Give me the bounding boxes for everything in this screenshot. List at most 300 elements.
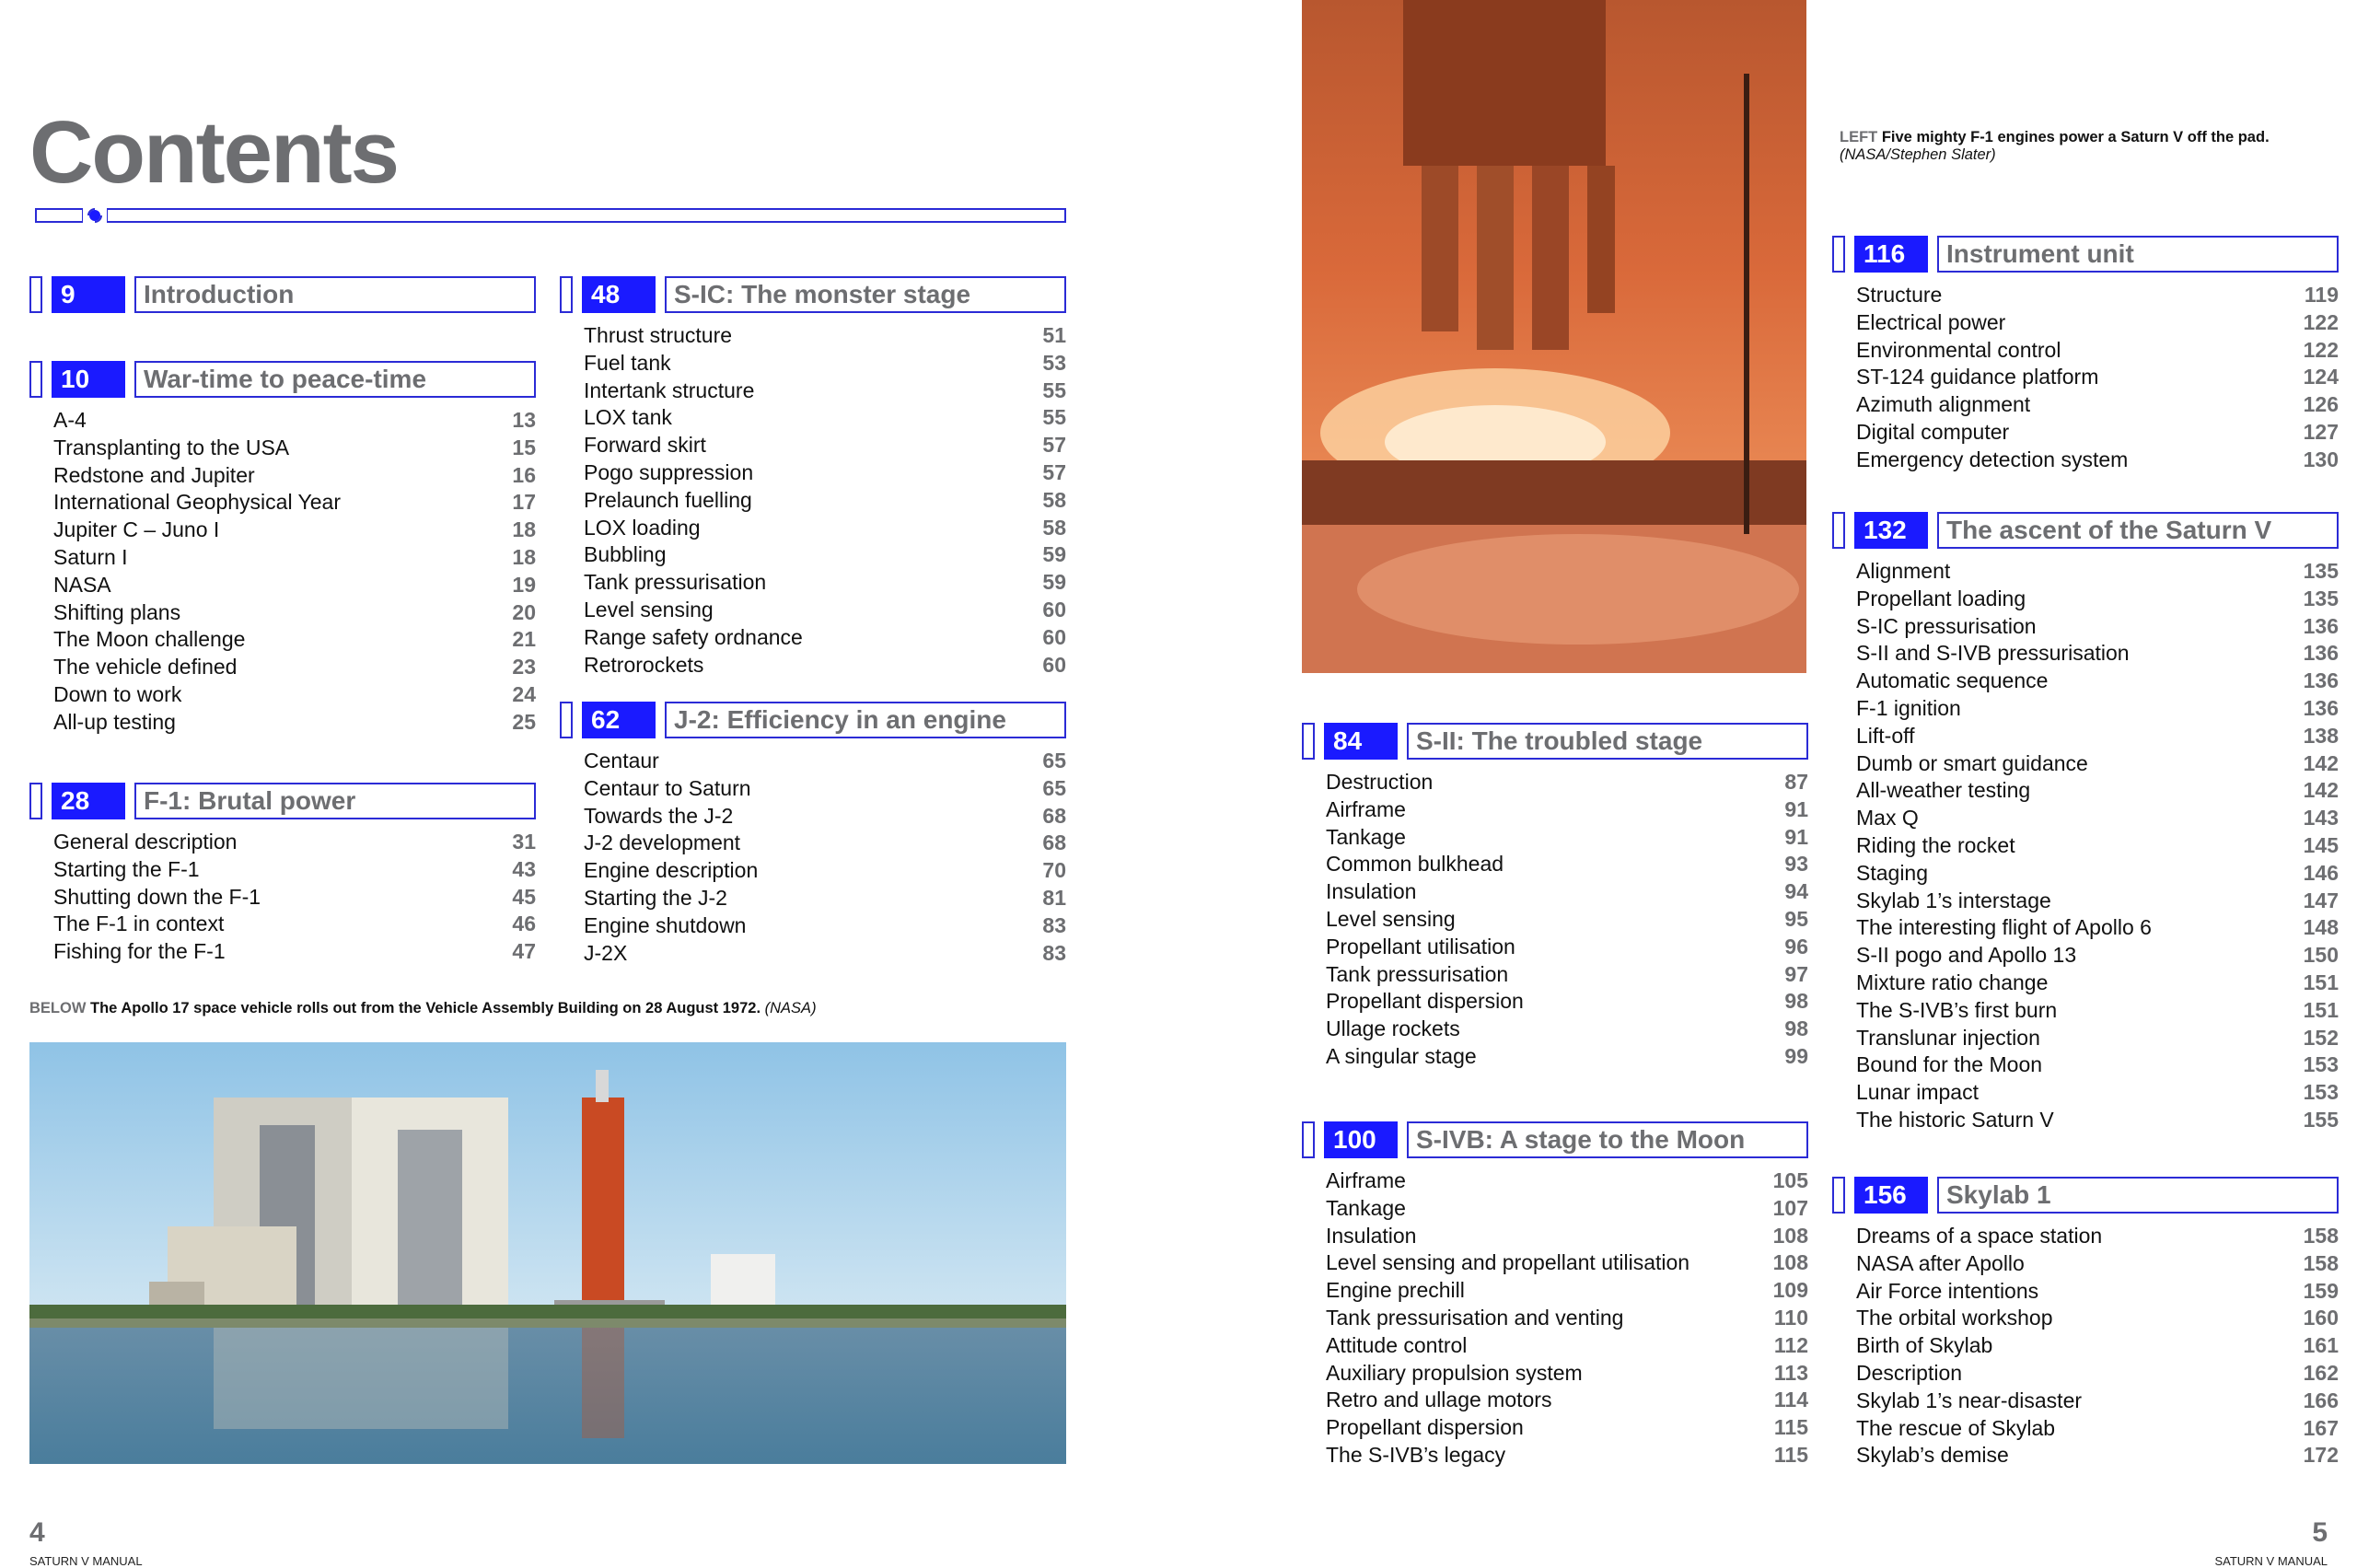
- section-entries: [1326, 769, 1808, 1071]
- contents-entry[interactable]: [53, 517, 536, 544]
- entry-title: Ullage rockets: [1326, 1016, 1460, 1041]
- contents-entry[interactable]: [1856, 1305, 2339, 1332]
- entry-page: 46: [512, 912, 536, 936]
- contents-entry[interactable]: [1856, 337, 2339, 365]
- contents-entry[interactable]: [1856, 997, 2339, 1025]
- entry-title: The F-1 in context: [53, 912, 225, 936]
- contents-entry[interactable]: [1326, 906, 1808, 934]
- entry-title: Centaur: [584, 749, 659, 772]
- entry-page: 172: [2303, 1443, 2339, 1468]
- contents-entry[interactable]: [1326, 1223, 1808, 1250]
- entry-title: Starting the J-2: [584, 885, 727, 910]
- entry-title: Auxiliary propulsion system: [1326, 1360, 1583, 1385]
- entry-title: Fishing for the F-1: [53, 939, 226, 964]
- entry-page: 151: [2303, 970, 2339, 994]
- contents-section: [1832, 512, 2339, 1134]
- entry-page: 148: [2303, 915, 2339, 940]
- section-page-number: 116: [1854, 236, 1928, 273]
- entry-title: Mixture ratio change: [1856, 970, 2049, 994]
- contents-entry[interactable]: [584, 404, 1066, 432]
- entry-title: Level sensing: [584, 597, 714, 621]
- entry-page: 98: [1784, 989, 1808, 1014]
- entry-page: 136: [2303, 668, 2339, 693]
- entry-title: Retrorockets: [584, 652, 704, 677]
- entry-page: 21: [512, 627, 536, 652]
- entry-title: The vehicle defined: [53, 655, 238, 679]
- contents-section: [1832, 236, 2339, 474]
- contents-entry[interactable]: [584, 597, 1066, 624]
- contents-entry[interactable]: [1856, 1442, 2339, 1469]
- contents-entry[interactable]: [1856, 1415, 2339, 1443]
- entry-title: Max Q: [1856, 806, 1919, 830]
- entry-page: 162: [2303, 1360, 2339, 1385]
- entry-title: The rescue of Skylab: [1856, 1415, 2056, 1440]
- entry-title: The historic Saturn V: [1856, 1107, 2054, 1132]
- entry-page: 136: [2303, 695, 2339, 720]
- contents-entry[interactable]: [1326, 934, 1808, 961]
- entry-title: ST-124 guidance platform: [1856, 365, 2099, 389]
- page-number-right: 5: [2312, 1517, 2328, 1548]
- entry-page: 126: [2303, 392, 2339, 417]
- contents-entry[interactable]: [53, 709, 536, 737]
- contents-entry[interactable]: [1856, 1107, 2339, 1134]
- contents-entry[interactable]: [53, 544, 536, 572]
- entry-title: S-II and S-IVB pressurisation: [1856, 641, 2130, 666]
- entry-page: 96: [1784, 934, 1808, 958]
- contents-entry[interactable]: [53, 654, 536, 681]
- entry-page: 43: [512, 856, 536, 881]
- contents-entry[interactable]: [53, 599, 536, 627]
- caption-text: Five mighty F-1 engines power a Saturn V off the pad.: [1881, 129, 2270, 145]
- contents-entry[interactable]: [584, 857, 1066, 885]
- entry-page: 145: [2303, 832, 2339, 857]
- entry-title: Air Force intentions: [1856, 1278, 2039, 1303]
- contents-entry[interactable]: [584, 432, 1066, 459]
- entry-page: 113: [1773, 1360, 1808, 1385]
- contents-entry[interactable]: [1856, 1250, 2339, 1278]
- heading-marker: [560, 276, 573, 313]
- entry-title: LOX loading: [584, 515, 701, 540]
- entry-title: All-weather testing: [1856, 778, 2031, 803]
- entry-title: Transplanting to the USA: [53, 435, 290, 459]
- entry-page: 19: [512, 572, 536, 597]
- entry-page: 160: [2303, 1306, 2339, 1330]
- section-heading[interactable]: [1832, 236, 2339, 273]
- entry-page: 158: [2303, 1224, 2339, 1248]
- caption-below: [29, 1000, 1070, 1017]
- entry-title: Down to work: [53, 681, 182, 706]
- entry-title: Insulation: [1326, 879, 1417, 904]
- section-entries: [1856, 282, 2339, 474]
- entry-page: 59: [1042, 570, 1066, 595]
- section-heading[interactable]: [29, 783, 536, 819]
- contents-entry[interactable]: [1326, 824, 1808, 852]
- entry-page: 167: [2303, 1415, 2339, 1440]
- entry-title: Azimuth alignment: [1856, 392, 2031, 417]
- contents-entry[interactable]: [53, 462, 536, 490]
- entry-title: J-2X: [584, 940, 628, 965]
- entry-page: 127: [2303, 419, 2339, 444]
- contents-entry[interactable]: [584, 541, 1066, 569]
- entry-title: Propellant utilisation: [1326, 934, 1515, 958]
- entry-page: 159: [2303, 1278, 2339, 1303]
- entry-page: 83: [1042, 912, 1066, 937]
- entry-title: The S-IVB’s first burn: [1856, 997, 2058, 1022]
- contents-entry[interactable]: [1856, 888, 2339, 915]
- entry-page: 150: [2303, 943, 2339, 968]
- entry-page: 55: [1042, 405, 1066, 430]
- caption-left: [1840, 129, 2337, 164]
- entry-title: Propellant dispersion: [1326, 989, 1524, 1014]
- entry-title: Bubbling: [584, 542, 667, 567]
- contents-section: [560, 702, 1066, 967]
- entry-title: Destruction: [1326, 770, 1434, 794]
- contents-entry[interactable]: [584, 885, 1066, 912]
- entry-title: NASA after Apollo: [1856, 1250, 2025, 1275]
- entry-title: General description: [53, 830, 238, 854]
- entry-page: 112: [1773, 1332, 1808, 1357]
- contents-entry[interactable]: [1856, 613, 2339, 641]
- entry-page: 87: [1784, 770, 1808, 794]
- contents-entry[interactable]: [1856, 1223, 2339, 1250]
- section-heading[interactable]: [29, 361, 536, 398]
- contents-entry[interactable]: [53, 572, 536, 599]
- entry-title: Retro and ullage motors: [1326, 1388, 1552, 1412]
- entry-page: 70: [1042, 858, 1066, 883]
- contents-entry[interactable]: [584, 350, 1066, 377]
- entry-page: 91: [1784, 824, 1808, 849]
- section-title: Skylab 1: [1937, 1177, 2339, 1214]
- contents-entry[interactable]: [53, 856, 536, 884]
- heading-marker: [1832, 512, 1845, 549]
- contents-entry[interactable]: [53, 911, 536, 938]
- entry-title: Lift-off: [1856, 723, 1915, 748]
- launch-photo: [1302, 0, 1806, 673]
- entry-title: F-1 ignition: [1856, 695, 1961, 720]
- contents-entry[interactable]: [1326, 851, 1808, 878]
- contents-section: [1302, 723, 1808, 1071]
- contents-entry[interactable]: [584, 459, 1066, 487]
- entry-title: Redstone and Jupiter: [53, 462, 255, 487]
- entry-title: Propellant loading: [1856, 586, 2026, 610]
- contents-entry[interactable]: [1326, 1016, 1808, 1043]
- contents-section: [1302, 1121, 1808, 1469]
- entry-title: Tank pressurisation: [1326, 961, 1509, 986]
- heading-marker: [1302, 723, 1315, 760]
- contents-entry[interactable]: [1856, 777, 2339, 805]
- entry-page: 65: [1042, 775, 1066, 800]
- entry-title: Engine prechill: [1326, 1278, 1465, 1303]
- section-page-number: 9: [52, 276, 125, 313]
- contents-entry[interactable]: [1856, 282, 2339, 309]
- section-heading[interactable]: [560, 702, 1066, 738]
- entry-title: Automatic sequence: [1856, 668, 2049, 693]
- contents-entry[interactable]: [1326, 1442, 1808, 1469]
- entry-title: Skylab 1’s interstage: [1856, 888, 2051, 912]
- section-entries: [1856, 558, 2339, 1134]
- section-title: War-time to peace-time: [134, 361, 536, 398]
- contents-entry[interactable]: [1856, 1332, 2339, 1360]
- entry-page: 135: [2303, 586, 2339, 610]
- entry-title: International Geophysical Year: [53, 490, 341, 515]
- entry-page: 65: [1042, 749, 1066, 772]
- contents-entry[interactable]: [53, 681, 536, 709]
- contents-entry[interactable]: [1856, 364, 2339, 391]
- entry-title: Starting the F-1: [53, 856, 200, 881]
- caption-text: The Apollo 17 space vehicle rolls out from the Vehicle Assembly Building on 28 August 1972.: [90, 1000, 761, 1016]
- entry-page: 45: [512, 884, 536, 909]
- entry-title: Environmental control: [1856, 337, 2061, 362]
- entry-title: Common bulkhead: [1326, 852, 1504, 877]
- entry-title: A singular stage: [1326, 1043, 1477, 1068]
- contents-entry[interactable]: [1856, 1079, 2339, 1107]
- contents-entry[interactable]: [584, 803, 1066, 830]
- contents-entry[interactable]: [1856, 914, 2339, 942]
- entry-title: Propellant dispersion: [1326, 1415, 1524, 1440]
- contents-entry[interactable]: [1326, 961, 1808, 989]
- entry-page: 68: [1042, 803, 1066, 828]
- contents-entry[interactable]: [584, 748, 1066, 775]
- entry-page: 136: [2303, 641, 2339, 666]
- contents-entry[interactable]: [53, 884, 536, 912]
- contents-entry[interactable]: [1856, 309, 2339, 337]
- entry-page: 151: [2303, 997, 2339, 1022]
- section-entries: [1326, 1167, 1808, 1469]
- entry-page: 105: [1772, 1168, 1808, 1192]
- entry-title: Lunar impact: [1856, 1080, 1979, 1105]
- contents-entry[interactable]: [584, 652, 1066, 679]
- entry-title: Emergency detection system: [1856, 447, 2129, 471]
- entry-page: 24: [512, 681, 536, 706]
- heading-marker: [1832, 236, 1845, 273]
- contents-entry[interactable]: [1856, 391, 2339, 419]
- contents-entry[interactable]: [1856, 558, 2339, 586]
- contents-entry[interactable]: [1856, 447, 2339, 474]
- entry-title: The Moon challenge: [53, 627, 246, 652]
- entry-title: Centaur to Saturn: [584, 775, 751, 800]
- contents-entry[interactable]: [1326, 1305, 1808, 1332]
- contents-entry[interactable]: [584, 912, 1066, 940]
- entry-page: 91: [1784, 796, 1808, 821]
- contents-entry[interactable]: [584, 624, 1066, 652]
- contents-entry[interactable]: [584, 830, 1066, 857]
- section-heading[interactable]: [1832, 1177, 2339, 1214]
- section-page-number: 48: [582, 276, 656, 313]
- contents-entry[interactable]: [1856, 1051, 2339, 1079]
- contents-entry[interactable]: [584, 322, 1066, 350]
- entry-title: Airframe: [1326, 796, 1406, 821]
- contents-section: [1832, 1177, 2339, 1469]
- contents-entry[interactable]: [1326, 878, 1808, 906]
- entry-page: 147: [2303, 888, 2339, 912]
- entry-title: A-4: [53, 408, 87, 432]
- contents-entry[interactable]: [53, 489, 536, 517]
- contents-entry[interactable]: [1326, 769, 1808, 796]
- entry-page: 60: [1042, 597, 1066, 621]
- entry-title: Fuel tank: [584, 350, 671, 375]
- contents-entry[interactable]: [1856, 1278, 2339, 1306]
- page-number-left: 4: [29, 1517, 45, 1548]
- caption-credit: (NASA/Stephen Slater): [1840, 146, 1996, 163]
- caption-credit: (NASA): [764, 1000, 817, 1016]
- title-rule: [35, 208, 1066, 223]
- contents-entry[interactable]: [1326, 796, 1808, 824]
- contents-entry[interactable]: [1856, 832, 2339, 860]
- contents-entry[interactable]: [1326, 1387, 1808, 1414]
- entry-title: Pogo suppression: [584, 459, 754, 484]
- section-heading[interactable]: [29, 276, 536, 313]
- entry-title: Forward skirt: [584, 433, 706, 458]
- entry-title: Alignment: [1856, 559, 1951, 583]
- contents-entry[interactable]: [1326, 1277, 1808, 1305]
- entry-page: 153: [2303, 1052, 2339, 1077]
- entry-page: 17: [512, 490, 536, 515]
- entry-page: 142: [2303, 750, 2339, 775]
- section-page-number: 62: [582, 702, 656, 738]
- entry-title: Saturn I: [53, 544, 128, 569]
- contents-entry[interactable]: [1856, 1360, 2339, 1388]
- section-page-number: 84: [1324, 723, 1398, 760]
- section-title: Introduction: [134, 276, 536, 313]
- contents-entry[interactable]: [584, 515, 1066, 542]
- entry-title: Translunar injection: [1856, 1025, 2040, 1050]
- entry-page: 25: [512, 709, 536, 734]
- entry-title: Tankage: [1326, 824, 1406, 849]
- contents-entry[interactable]: [1326, 1414, 1808, 1442]
- entry-page: 136: [2303, 613, 2339, 638]
- contents-entry[interactable]: [1856, 419, 2339, 447]
- section-heading[interactable]: [1832, 512, 2339, 549]
- running-head-right: SATURN V MANUAL: [2214, 1554, 2328, 1568]
- contents-entry[interactable]: [1856, 805, 2339, 832]
- entry-title: Electrical power: [1856, 309, 2006, 334]
- section-title: S-II: The troubled stage: [1407, 723, 1808, 760]
- contents-entry[interactable]: [1326, 1167, 1808, 1195]
- section-heading[interactable]: [1302, 723, 1808, 760]
- entry-page: 166: [2303, 1388, 2339, 1412]
- contents-entry[interactable]: [1326, 1043, 1808, 1071]
- contents-entry[interactable]: [53, 435, 536, 462]
- entry-title: All-up testing: [53, 709, 176, 734]
- section-entries: [1856, 1223, 2339, 1469]
- section-title: S-IVB: A stage to the Moon: [1407, 1121, 1808, 1158]
- contents-entry[interactable]: [1856, 942, 2339, 970]
- entry-title: S-II pogo and Apollo 13: [1856, 943, 2077, 968]
- contents-entry[interactable]: [584, 775, 1066, 803]
- entry-page: 57: [1042, 459, 1066, 484]
- entry-page: 122: [2303, 309, 2339, 334]
- entry-page: 135: [2303, 559, 2339, 583]
- entry-page: 60: [1042, 624, 1066, 649]
- contents-entry[interactable]: [53, 407, 536, 435]
- section-heading[interactable]: [560, 276, 1066, 313]
- contents-entry[interactable]: [53, 626, 536, 654]
- entry-title: Range safety ordnance: [584, 624, 803, 649]
- entry-page: 107: [1772, 1195, 1808, 1220]
- entry-title: Digital computer: [1856, 419, 2010, 444]
- entry-title: Engine shutdown: [584, 912, 747, 937]
- entry-page: 31: [512, 830, 536, 854]
- contents-entry[interactable]: [1856, 1025, 2339, 1052]
- entry-title: The orbital workshop: [1856, 1306, 2053, 1330]
- section-entries: [53, 407, 536, 737]
- contents-entry[interactable]: [584, 569, 1066, 597]
- entry-page: 16: [512, 462, 536, 487]
- entry-title: Staging: [1856, 860, 1929, 885]
- contents-entry[interactable]: [584, 377, 1066, 405]
- section-title: F-1: Brutal power: [134, 783, 536, 819]
- entry-page: 58: [1042, 515, 1066, 540]
- entry-page: 146: [2303, 860, 2339, 885]
- entry-page: 124: [2303, 365, 2339, 389]
- contents-entry[interactable]: [1326, 1332, 1808, 1360]
- contents-entry[interactable]: [1326, 1195, 1808, 1223]
- contents-entry[interactable]: [1856, 750, 2339, 778]
- entry-title: J-2 development: [584, 830, 741, 855]
- entry-page: 122: [2303, 337, 2339, 362]
- entry-page: 58: [1042, 487, 1066, 512]
- entry-page: 110: [1773, 1305, 1808, 1330]
- contents-entry[interactable]: [53, 938, 536, 966]
- contents-section: [560, 276, 1066, 679]
- entry-title: NASA: [53, 572, 111, 597]
- contents-entry[interactable]: [1856, 668, 2339, 695]
- entry-title: Level sensing: [1326, 906, 1456, 931]
- entry-title: Thrust structure: [584, 323, 733, 347]
- entry-page: 18: [512, 544, 536, 569]
- contents-entry[interactable]: [584, 487, 1066, 515]
- entry-page: 13: [512, 408, 536, 432]
- heading-marker: [1302, 1121, 1315, 1158]
- section-page-number: 132: [1854, 512, 1928, 549]
- entry-page: 138: [2303, 723, 2339, 748]
- section-heading[interactable]: [1302, 1121, 1808, 1158]
- contents-entry[interactable]: [1326, 1249, 1808, 1277]
- contents-entry[interactable]: [1856, 860, 2339, 888]
- contents-entry[interactable]: [1856, 723, 2339, 750]
- entry-title: Shutting down the F-1: [53, 884, 261, 909]
- entry-page: 23: [512, 655, 536, 679]
- contents-entry[interactable]: [1856, 640, 2339, 668]
- entry-page: 20: [512, 599, 536, 624]
- contents-entry[interactable]: [1326, 988, 1808, 1016]
- entry-title: Insulation: [1326, 1223, 1417, 1248]
- entry-page: 115: [1773, 1442, 1808, 1467]
- entry-page: 15: [512, 435, 536, 459]
- contents-entry[interactable]: [1326, 1360, 1808, 1388]
- section-entries: [584, 748, 1066, 967]
- entry-page: 143: [2303, 806, 2339, 830]
- entry-page: 158: [2303, 1250, 2339, 1275]
- entry-title: S-IC pressurisation: [1856, 613, 2037, 638]
- contents-entry[interactable]: [1856, 1388, 2339, 1415]
- caption-lead: LEFT: [1840, 129, 1878, 145]
- contents-entry[interactable]: [53, 829, 536, 856]
- entry-title: Structure: [1856, 283, 1943, 307]
- contents-entry[interactable]: [1856, 586, 2339, 613]
- contents-entry[interactable]: [1856, 695, 2339, 723]
- page-title: Contents: [29, 103, 398, 202]
- contents-entry[interactable]: [584, 940, 1066, 968]
- entry-title: Engine description: [584, 858, 759, 883]
- entry-title: Riding the rocket: [1856, 832, 2015, 857]
- entry-page: 119: [2304, 283, 2339, 307]
- contents-entry[interactable]: [1856, 970, 2339, 997]
- heading-marker: [29, 361, 42, 398]
- heading-marker: [29, 276, 42, 313]
- section-title: S-IC: The monster stage: [665, 276, 1066, 313]
- section-title: Instrument unit: [1937, 236, 2339, 273]
